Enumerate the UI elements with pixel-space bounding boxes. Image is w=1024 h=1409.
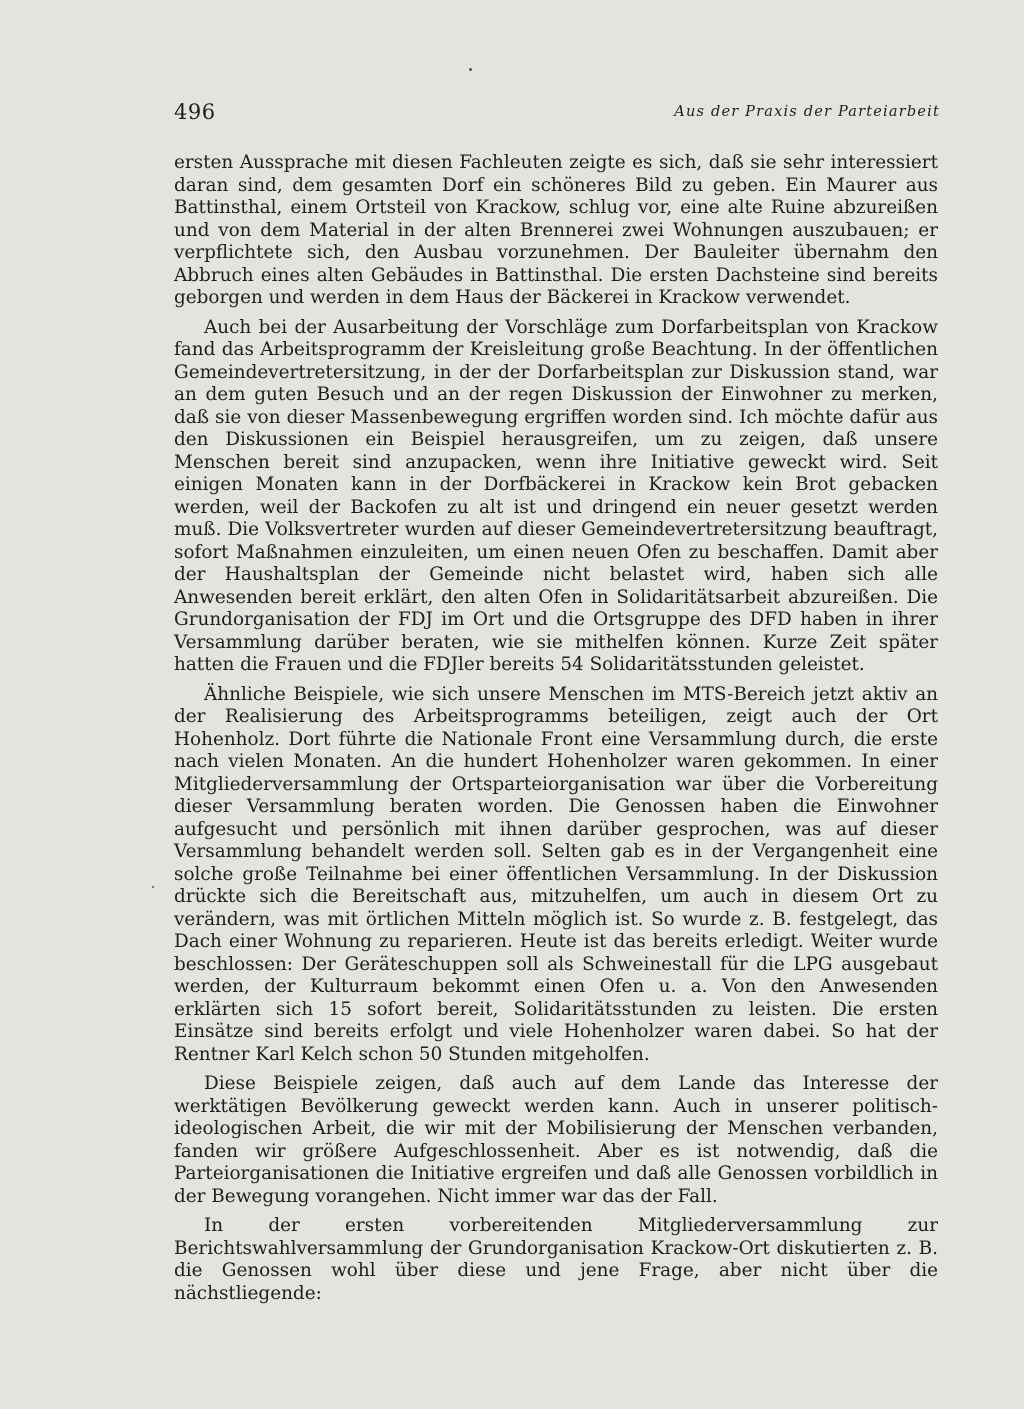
- print-speck: [469, 68, 472, 71]
- article-body: [174, 152, 938, 1312]
- page-number: 496: [174, 100, 216, 124]
- page-header: [174, 100, 940, 128]
- paragraph: ersten Aussprache mit diesen Fachleuten zeigte es sich, daß sie sehr interessiert daran sind, dem gesamten Dorf ein schöneres Bild zu geben. Ein Maurer aus Battinsthal, einem Ortsteil von Krackow, schlug vor, eine alte Ruine abzureißen und von dem Material in der alten Brennerei zwei Wohnungen auszubauen; er verpflichtete sich, den Ausbau vorzunehmen. Der Bauleiter übernahm den Abbruch eines alten Gebäudes in Battinsthal. Die ersten Dachsteine sind bereits geborgen und werden in dem Haus der Bäckerei in Krackow verwendet.: [174, 152, 938, 308]
- paragraph: Ähnliche Beispiele, wie sich unsere Menschen im MTS-Bereich jetzt aktiv an der Realisierung des Arbeitsprogramms beteiligen, zeigt auch der Ort Hohenholz. Dort führte die Nationale Front eine Versammlung durch, die erste nach vielen Monaten. An die hundert Hohenholzer waren gekommen. In einer Mitgliederversammlung der Ortsparteiorganisation war über die Vorbereitung dieser Versammlung beraten worden. Die Genossen haben die Einwohner aufgesucht und persönlich mit ihnen darüber gesprochen, was auf dieser Versammlung behandelt werden soll. Selten gab es in der Vergangenheit eine solche große Teilnahme bei einer öffentlichen Versammlung. In der Diskussion drückte sich die Bereitschaft aus, mitzuhelfen, um auch in diesem Ort zu verändern, was mit örtlichen Mitteln möglich ist. So wurde z. B. festgelegt, das Dach einer Wohnung zu reparieren. Heute ist das bereits erledigt. Weiter wurde beschlossen: Der Geräteschuppen soll als Schweinestall für die LPG ausgebaut werden, der Kulturraum bekommt einen Ofen u. a. Von den Anwesenden erklärten sich 15 sofort bereit, Solidaritätsstunden zu leisten. Die ersten Einsätze sind bereits erfolgt und viele Hohenholzer waren dabei. So hat der Rentner Karl Kelch schon 50 Stunden mitgeholfen.: [174, 683, 938, 1065]
- paragraph: In der ersten vorbereitenden Mitgliederversammlung zur Berichtswahlversammlung der Grundorganisation Krackow-Ort diskutierten z. B. die Genossen wohl über diese und jene Frage, aber nicht über die nächstliegende:: [174, 1215, 938, 1304]
- print-speck: [152, 886, 154, 888]
- paragraph: Auch bei der Ausarbeitung der Vorschläge zum Dorfarbeitsplan von Krackow fand das Arbeitsprogramm der Kreisleitung große Beachtung. In der öffentlichen Gemeindevertretersitzung, in der der Dorfarbeitsplan zur Diskussion stand, war an dem guten Besuch und an der regen Diskussion der Einwohner zu merken, daß sie von dieser Massenbewegung ergriffen worden sind. Ich möchte dafür aus den Diskussionen ein Beispiel herausgreifen, um zu zeigen, daß unsere Menschen bereit sind anzupacken, wenn ihre Initiative geweckt wird. Seit einigen Monaten kann in der Dorfbäckerei in Krackow kein Brot gebacken werden, weil der Backofen zu alt ist und dringend ein neuer gesetzt werden muß. Die Volksvertreter wurden auf dieser Gemeindevertretersitzung beauftragt, sofort Maßnahmen einzuleiten, um einen neuen Ofen zu beschaffen. Damit aber der Haushaltsplan der Gemeinde nicht belastet wird, haben sich alle Anwesenden bereit erklärt, den alten Ofen in Solidaritätsarbeit abzureißen. Die Grundorganisation der FDJ im Ort und die Ortsgruppe des DFD haben in ihrer Versammlung darüber beraten, wie sie mithelfen können. Kurze Zeit später hatten die Frauen und die FDJler bereits 54 Solidaritätsstunden geleistet.: [174, 316, 938, 675]
- running-title: Aus der Praxis der Parteiarbeit: [674, 104, 940, 120]
- paragraph: Diese Beispiele zeigen, daß auch auf dem Lande das Interesse der werktätigen Bevölkerung geweckt werden kann. Auch in unserer politisch-ideologischen Arbeit, die wir mit der Mobilisierung der Menschen verbanden, fanden wir größere Aufgeschlossenheit. Aber es ist notwendig, daß die Parteiorganisationen die Initiative ergreifen und daß alle Genossen vorbildlich in der Bewegung vorangehen. Nicht immer war das der Fall.: [174, 1073, 938, 1207]
